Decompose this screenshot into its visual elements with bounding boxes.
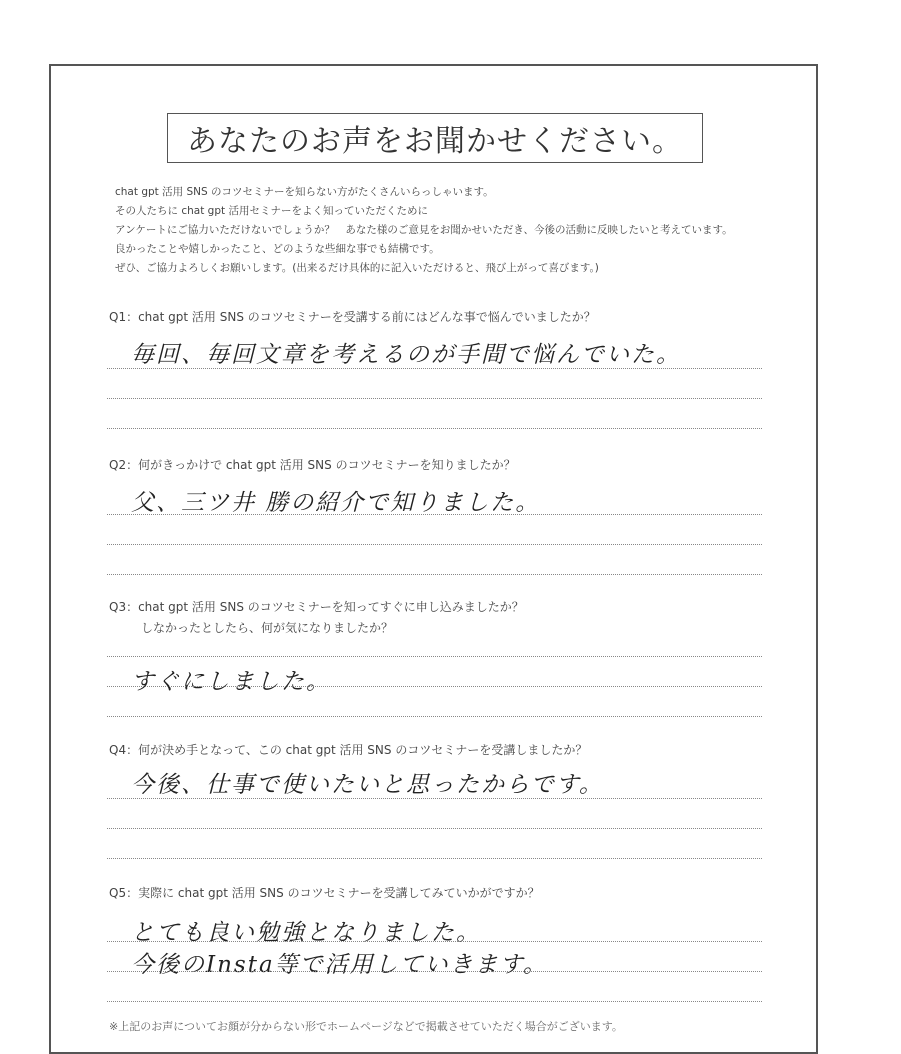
answer-1-line-1: 毎回、毎回文章を考えるのが手間で悩んでいた。 [131,342,681,368]
answer-line [107,858,762,859]
answer-3-line-1: すぐにしました。 [131,669,331,695]
answer-4-line-1: 今後、仕事で使いたいと思ったからです。 [131,772,604,798]
intro-line: アンケートにご協力いただけないでしょうか？ あなた様のご意見をお聞かせいただき、今後の活動に反映したいと考えています。 [115,224,733,236]
question-2: Q2：何がきっかけで chat gpt 活用 SNS のコツセミナーを知りましたか？ [109,458,516,472]
intro-line: ぜひ、ご協力よろしくお願いします。(出来るだけ具体的に記入いただけると、飛び上がって喜びます。) [115,262,599,274]
answer-5-line-2: 今後のInsta等で活用していきます。 [131,952,548,978]
intro-line: 良かったことや嬉しかったこと、どのような些細な事でも結構です。 [115,243,440,255]
answer-line [107,544,762,545]
answer-line [107,574,762,575]
answer-line [107,941,762,942]
answer-line [107,971,762,972]
answer-2-line-1: 父、三ツ井 勝の紹介で知りました。 [131,490,541,516]
answer-line [107,716,762,717]
survey-sheet [49,64,818,1054]
answer-line [107,828,762,829]
answer-line [107,798,762,799]
answer-line [107,398,762,399]
question-3-sub: しなかったとしたら、何が気になりましたか？ [141,621,394,635]
question-3-label: Q3：chat gpt 活用 SNS のコツセミナーを知ってすぐに申し込みましたか？ [109,600,524,614]
answer-line [107,514,762,515]
bottom-note: ※上記のお声についてお顔が分からない形でホームページなどで掲載させていただく場合がございます。 [109,1020,623,1033]
question-1: Q1：chat gpt 活用 SNS のコツセミナーを受講する前にはどんな事で悩んでいましたか？ [109,310,596,324]
question-5: Q5：実際に chat gpt 活用 SNS のコツセミナーを受講してみていかがですか？ [109,886,540,900]
question-3 [109,598,524,636]
intro-line: chat gpt 活用 SNS のコツセミナーを知らない方がたくさんいらっしゃいます。 [115,186,494,198]
answer-line [107,656,762,657]
intro-text [115,183,805,278]
answer-line [107,1001,762,1002]
answer-line [107,428,762,429]
question-4: Q4：何が決め手となって、この chat gpt 活用 SNS のコツセミナーを受講しましたか？ [109,743,588,757]
survey-title: あなたのお声をお聞かせください。 [167,113,703,163]
intro-line: その人たちに chat gpt 活用セミナーをよく知っていただくために [115,205,428,217]
answer-line [107,368,762,369]
answer-line [107,686,762,687]
answer-5-line-1: とても良い勉強となりました。 [131,920,481,946]
